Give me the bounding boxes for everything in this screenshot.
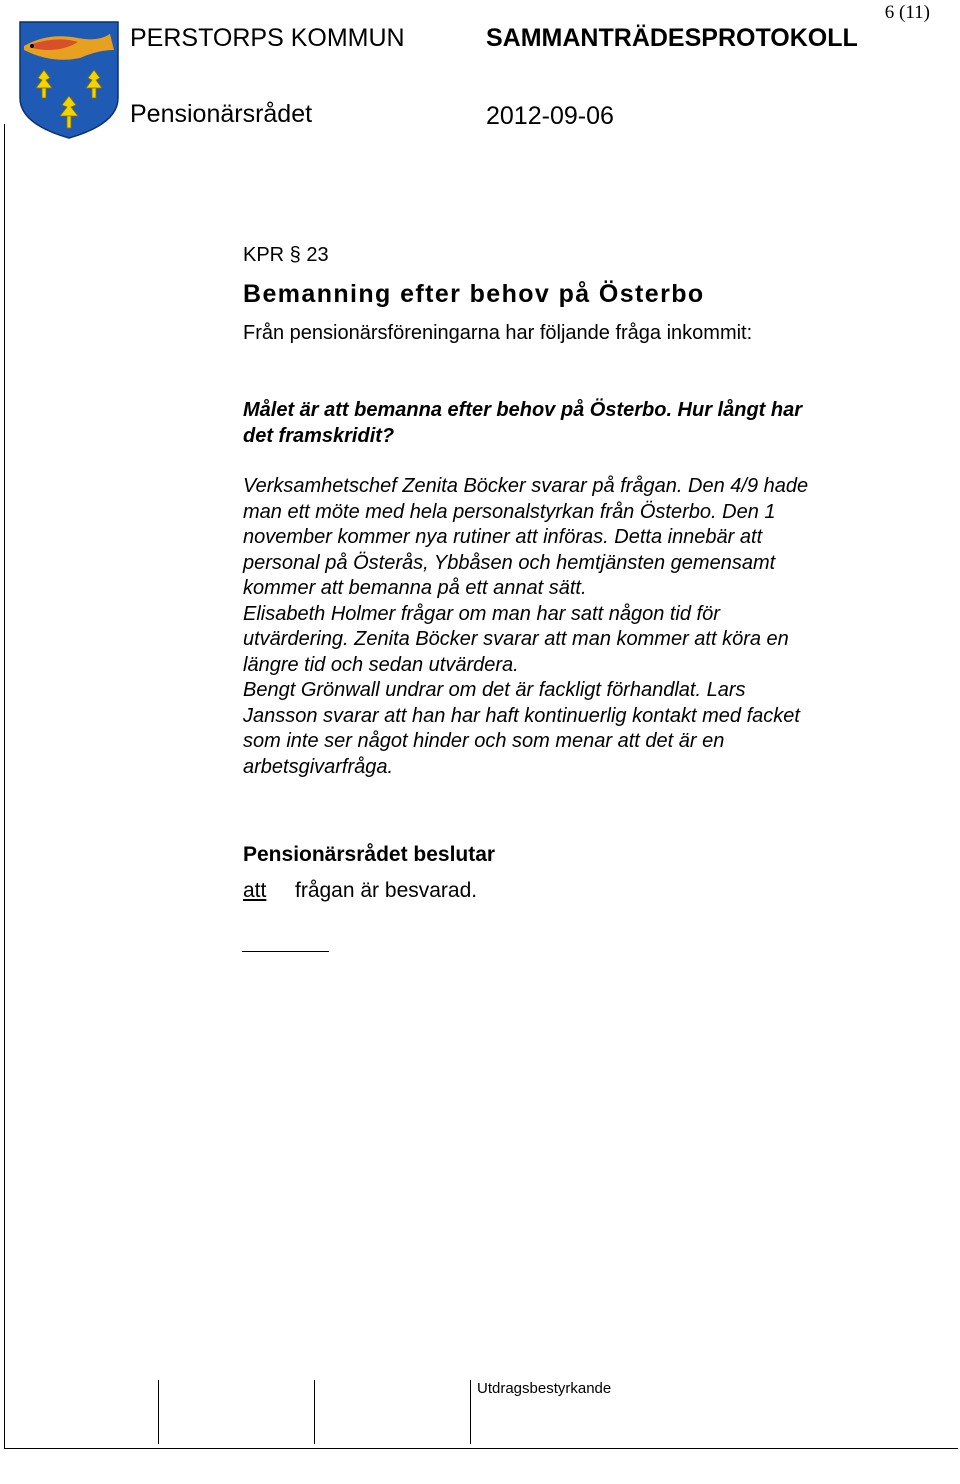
body-paragraph: Verksamhetschef Zenita Böcker svarar på frågan. Den 4/9 hade man ett möte med hela personalstyrkan från Österbo. Den 1 november kommer nya rutiner att införas. Detta innebär att personal på Österås, Ybbåsen och hemtjänsten gemensamt kommer att bemanna på ett annat sätt. xyxy=(243,475,809,599)
decision-line xyxy=(243,879,823,903)
meeting-date: 2012-09-06 xyxy=(486,102,614,130)
decision-heading: Pensionärsrådet beslutar xyxy=(243,843,496,866)
page-number: 6 (11) xyxy=(884,2,930,23)
intro-text: Från pensionärsföreningarna har följande fråga inkommit: xyxy=(243,322,753,344)
signature-box-divider xyxy=(470,1380,471,1444)
body-paragraph: Bengt Grönwall undrar om det är fackligt förhandlat. Lars Jansson svarar att han har haft kontinuerlig kontakt med facket som inte ser något hinder och som menar att det är en arbetsgivarfråga. xyxy=(243,679,800,778)
board-name: Pensionärsrådet xyxy=(130,100,313,128)
signature-box-divider xyxy=(314,1380,315,1444)
body-paragraph: Elisabeth Holmer frågar om man har satt någon tid för utvärdering. Zenita Böcker svarar att man kommer att köra en längre tid och sedan utvärdera. xyxy=(243,602,789,676)
section-number: KPR § 23 xyxy=(243,244,329,266)
extract-certification-label: Utdragsbestyrkande xyxy=(477,1380,612,1397)
decision-prefix: att xyxy=(243,879,267,902)
question-text: Målet är att bemanna efter behov på Österbo. Hur långt har det framskridit? xyxy=(243,399,803,447)
signature-box-divider xyxy=(158,1380,159,1444)
end-rule xyxy=(242,951,329,952)
left-margin-line xyxy=(4,124,5,1448)
document-type: SAMMANTRÄDESPROTOKOLL xyxy=(486,24,858,52)
footer-rule xyxy=(4,1448,958,1449)
coat-of-arms-icon xyxy=(18,20,120,140)
item-title: Bemanning efter behov på Österbo xyxy=(243,280,705,308)
decision-text: frågan är besvarad. xyxy=(295,879,478,902)
minutes-body xyxy=(243,474,823,780)
municipality-name: PERSTORPS KOMMUN xyxy=(130,24,405,52)
